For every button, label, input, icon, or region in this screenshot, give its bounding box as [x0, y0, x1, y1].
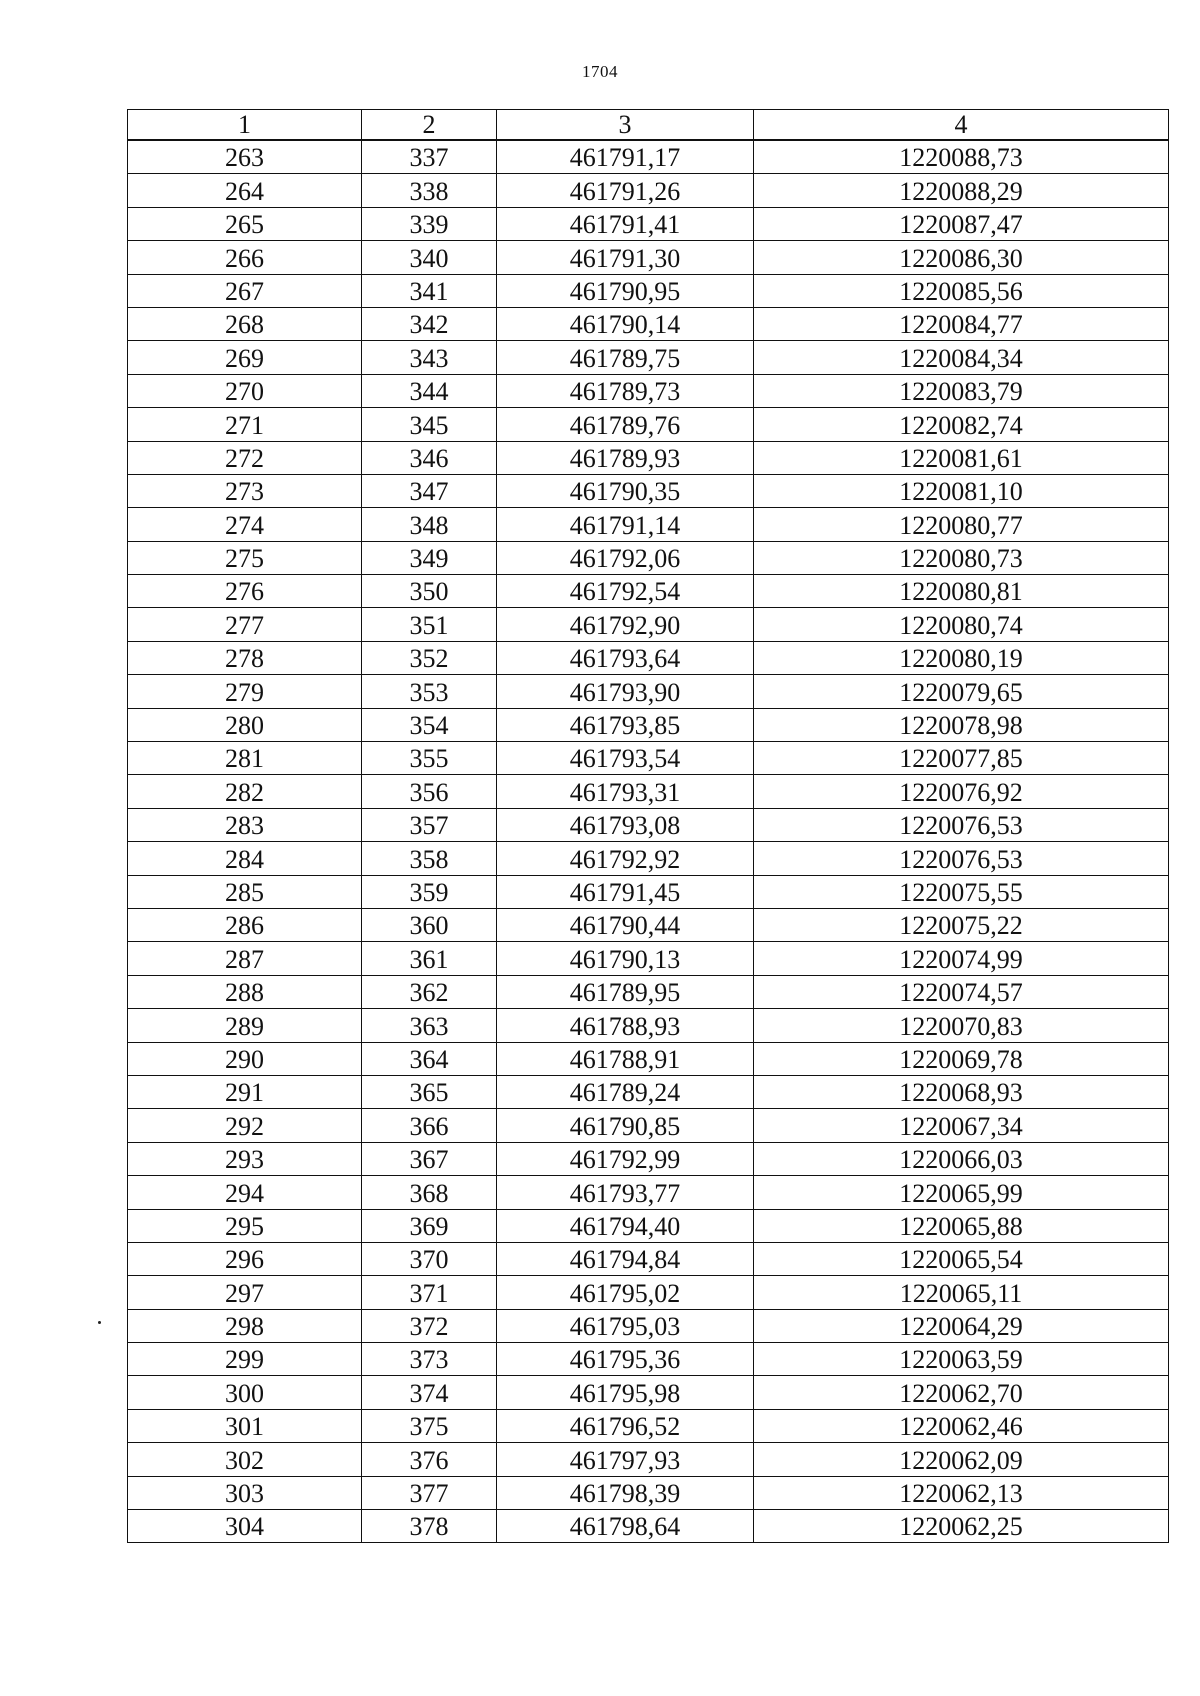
table-cell-col-3: 461796,52 [497, 1409, 754, 1442]
table-cell-col-3: 461791,45 [497, 875, 754, 908]
table-cell-col-2: 375 [362, 1409, 497, 1442]
table-cell-col-1: 274 [128, 508, 362, 541]
table-cell-col-1: 301 [128, 1409, 362, 1442]
table-cell-col-1: 300 [128, 1376, 362, 1409]
table-cell-col-2: 359 [362, 875, 497, 908]
scan-speck [98, 1321, 101, 1324]
table-cell-col-3: 461789,95 [497, 975, 754, 1008]
table-cell-col-4: 1220065,99 [754, 1176, 1169, 1209]
table-cell-col-2: 377 [362, 1476, 497, 1509]
table-cell-col-2: 367 [362, 1142, 497, 1175]
table-row [128, 408, 1169, 441]
table-cell-col-3: 461795,03 [497, 1309, 754, 1342]
table-cell-col-2: 354 [362, 708, 497, 741]
table-cell-col-4: 1220080,81 [754, 575, 1169, 608]
coordinates-table [127, 109, 1169, 1543]
table-cell-col-2: 378 [362, 1510, 497, 1543]
table-cell-col-3: 461790,14 [497, 307, 754, 340]
table-cell-col-2: 361 [362, 942, 497, 975]
table-cell-col-2: 369 [362, 1209, 497, 1242]
table-cell-col-1: 296 [128, 1242, 362, 1275]
table-cell-col-4: 1220065,88 [754, 1209, 1169, 1242]
table-row [128, 1276, 1169, 1309]
table-cell-col-3: 461798,39 [497, 1476, 754, 1509]
table-cell-col-1: 298 [128, 1309, 362, 1342]
table-cell-col-1: 278 [128, 641, 362, 674]
table-cell-col-4: 1220062,09 [754, 1443, 1169, 1476]
table-cell-col-4: 1220064,29 [754, 1309, 1169, 1342]
table-cell-col-2: 363 [362, 1009, 497, 1042]
table-cell-col-3: 461792,54 [497, 575, 754, 608]
table-cell-col-3: 461793,77 [497, 1176, 754, 1209]
table-cell-col-3: 461793,90 [497, 675, 754, 708]
table-cell-col-2: 376 [362, 1443, 497, 1476]
table-cell-col-4: 1220062,25 [754, 1510, 1169, 1543]
table-cell-col-3: 461789,73 [497, 374, 754, 407]
table-row [128, 374, 1169, 407]
table-cell-col-1: 297 [128, 1276, 362, 1309]
table-cell-col-1: 290 [128, 1042, 362, 1075]
table-cell-col-2: 338 [362, 174, 497, 207]
table-cell-col-3: 461789,76 [497, 408, 754, 441]
table-cell-col-1: 276 [128, 575, 362, 608]
table-row [128, 675, 1169, 708]
table-cell-col-3: 461795,36 [497, 1343, 754, 1376]
table-cell-col-4: 1220066,03 [754, 1142, 1169, 1175]
table-cell-col-2: 350 [362, 575, 497, 608]
table-cell-col-1: 266 [128, 241, 362, 274]
table-cell-col-3: 461792,92 [497, 842, 754, 875]
table-row [128, 942, 1169, 975]
table-cell-col-4: 1220074,99 [754, 942, 1169, 975]
table-cell-col-2: 370 [362, 1242, 497, 1275]
table-row [128, 808, 1169, 841]
table-cell-col-4: 1220085,56 [754, 274, 1169, 307]
table-cell-col-4: 1220078,98 [754, 708, 1169, 741]
table-cell-col-3: 461793,85 [497, 708, 754, 741]
table-cell-col-2: 372 [362, 1309, 497, 1342]
table-cell-col-3: 461797,93 [497, 1443, 754, 1476]
table-cell-col-3: 461794,84 [497, 1242, 754, 1275]
table-cell-col-4: 1220079,65 [754, 675, 1169, 708]
table-row [128, 1409, 1169, 1442]
table-cell-col-2: 341 [362, 274, 497, 307]
table-row [128, 1309, 1169, 1342]
table-row [128, 908, 1169, 941]
table-cell-col-2: 358 [362, 842, 497, 875]
table-row [128, 875, 1169, 908]
table-cell-col-2: 364 [362, 1042, 497, 1075]
table-body [128, 140, 1169, 1543]
table-cell-col-4: 1220062,70 [754, 1376, 1169, 1409]
table-cell-col-1: 267 [128, 274, 362, 307]
table-cell-col-4: 1220086,30 [754, 241, 1169, 274]
table-cell-col-3: 461790,13 [497, 942, 754, 975]
table-cell-col-1: 302 [128, 1443, 362, 1476]
table-cell-col-3: 461790,85 [497, 1109, 754, 1142]
table-row [128, 341, 1169, 374]
table-cell-col-3: 461789,24 [497, 1075, 754, 1108]
table-cell-col-2: 356 [362, 775, 497, 808]
table-row [128, 1443, 1169, 1476]
table-cell-col-4: 1220075,22 [754, 908, 1169, 941]
table-cell-col-4: 1220065,11 [754, 1276, 1169, 1309]
table-cell-col-4: 1220070,83 [754, 1009, 1169, 1042]
table-cell-col-1: 292 [128, 1109, 362, 1142]
table-cell-col-2: 347 [362, 474, 497, 507]
table-cell-col-2: 360 [362, 908, 497, 941]
table-cell-col-1: 270 [128, 374, 362, 407]
table-cell-col-1: 303 [128, 1476, 362, 1509]
table-cell-col-1: 271 [128, 408, 362, 441]
table-cell-col-2: 345 [362, 408, 497, 441]
table-cell-col-3: 461793,08 [497, 808, 754, 841]
table-row [128, 1343, 1169, 1376]
table-cell-col-3: 461793,64 [497, 641, 754, 674]
table-cell-col-2: 366 [362, 1109, 497, 1142]
table-cell-col-4: 1220074,57 [754, 975, 1169, 1008]
table-cell-col-3: 461791,17 [497, 140, 754, 174]
table-row [128, 541, 1169, 574]
table-cell-col-1: 287 [128, 942, 362, 975]
table-cell-col-2: 374 [362, 1376, 497, 1409]
table-cell-col-2: 344 [362, 374, 497, 407]
table-row [128, 1510, 1169, 1543]
table-cell-col-1: 277 [128, 608, 362, 641]
table-row [128, 274, 1169, 307]
table-cell-col-3: 461795,02 [497, 1276, 754, 1309]
table-cell-col-4: 1220076,92 [754, 775, 1169, 808]
table-cell-col-1: 283 [128, 808, 362, 841]
table-cell-col-2: 351 [362, 608, 497, 641]
table-cell-col-4: 1220082,74 [754, 408, 1169, 441]
table-row [128, 1209, 1169, 1242]
table-cell-col-4: 1220088,29 [754, 174, 1169, 207]
table-cell-col-4: 1220084,34 [754, 341, 1169, 374]
table-cell-col-1: 285 [128, 875, 362, 908]
table-cell-col-1: 289 [128, 1009, 362, 1042]
table-cell-col-3: 461788,91 [497, 1042, 754, 1075]
column-header-2: 2 [362, 110, 497, 141]
table-cell-col-2: 368 [362, 1176, 497, 1209]
column-header-4: 4 [754, 110, 1169, 141]
table-cell-col-1: 265 [128, 207, 362, 240]
table-cell-col-2: 352 [362, 641, 497, 674]
table-cell-col-4: 1220088,73 [754, 140, 1169, 174]
table-row [128, 775, 1169, 808]
table-row [128, 508, 1169, 541]
table-row [128, 140, 1169, 174]
table-cell-col-4: 1220080,19 [754, 641, 1169, 674]
table-cell-col-2: 339 [362, 207, 497, 240]
table-cell-col-4: 1220081,10 [754, 474, 1169, 507]
table-cell-col-4: 1220087,47 [754, 207, 1169, 240]
table-row [128, 842, 1169, 875]
table-cell-col-3: 461789,93 [497, 441, 754, 474]
table-row [128, 207, 1169, 240]
table-cell-col-4: 1220063,59 [754, 1343, 1169, 1376]
table-cell-col-2: 340 [362, 241, 497, 274]
table-row [128, 1142, 1169, 1175]
table-cell-col-1: 273 [128, 474, 362, 507]
table-cell-col-2: 337 [362, 140, 497, 174]
table-cell-col-3: 461791,26 [497, 174, 754, 207]
table-cell-col-3: 461795,98 [497, 1376, 754, 1409]
table-cell-col-2: 348 [362, 508, 497, 541]
table-row [128, 174, 1169, 207]
table-cell-col-3: 461790,95 [497, 274, 754, 307]
table-cell-col-4: 1220077,85 [754, 742, 1169, 775]
table-cell-col-3: 461792,90 [497, 608, 754, 641]
table-row [128, 241, 1169, 274]
table-cell-col-1: 280 [128, 708, 362, 741]
table-row [128, 307, 1169, 340]
table-row [128, 1109, 1169, 1142]
table-cell-col-1: 281 [128, 742, 362, 775]
table-cell-col-1: 263 [128, 140, 362, 174]
table-row [128, 608, 1169, 641]
table-cell-col-4: 1220075,55 [754, 875, 1169, 908]
table-cell-col-4: 1220081,61 [754, 441, 1169, 474]
table-row [128, 1242, 1169, 1275]
table-row [128, 1176, 1169, 1209]
table-cell-col-4: 1220084,77 [754, 307, 1169, 340]
table-cell-col-3: 461793,54 [497, 742, 754, 775]
column-header-3: 3 [497, 110, 754, 141]
table-row [128, 1376, 1169, 1409]
table-cell-col-1: 275 [128, 541, 362, 574]
table-cell-col-4: 1220069,78 [754, 1042, 1169, 1075]
table-row [128, 1075, 1169, 1108]
table-cell-col-2: 342 [362, 307, 497, 340]
table-cell-col-3: 461793,31 [497, 775, 754, 808]
table-row [128, 575, 1169, 608]
table-row [128, 474, 1169, 507]
table-cell-col-3: 461790,35 [497, 474, 754, 507]
table-cell-col-4: 1220076,53 [754, 808, 1169, 841]
table-cell-col-1: 264 [128, 174, 362, 207]
table-row [128, 742, 1169, 775]
table-cell-col-2: 343 [362, 341, 497, 374]
table-cell-col-3: 461791,30 [497, 241, 754, 274]
table-cell-col-2: 346 [362, 441, 497, 474]
table-row [128, 1042, 1169, 1075]
table-cell-col-2: 362 [362, 975, 497, 1008]
column-header-1: 1 [128, 110, 362, 141]
table-cell-col-4: 1220076,53 [754, 842, 1169, 875]
table-cell-col-2: 373 [362, 1343, 497, 1376]
table-cell-col-4: 1220067,34 [754, 1109, 1169, 1142]
table-cell-col-1: 284 [128, 842, 362, 875]
table-cell-col-4: 1220080,73 [754, 541, 1169, 574]
table-cell-col-3: 461792,06 [497, 541, 754, 574]
table-cell-col-1: 288 [128, 975, 362, 1008]
table-row [128, 708, 1169, 741]
table-row [128, 1476, 1169, 1509]
table-row [128, 641, 1169, 674]
table-cell-col-3: 461788,93 [497, 1009, 754, 1042]
table-cell-col-1: 295 [128, 1209, 362, 1242]
table-cell-col-2: 357 [362, 808, 497, 841]
table-cell-col-4: 1220083,79 [754, 374, 1169, 407]
table-cell-col-3: 461798,64 [497, 1510, 754, 1543]
table-cell-col-1: 304 [128, 1510, 362, 1543]
table-cell-col-1: 269 [128, 341, 362, 374]
table-cell-col-2: 365 [362, 1075, 497, 1108]
table-cell-col-3: 461791,14 [497, 508, 754, 541]
table-cell-col-4: 1220080,74 [754, 608, 1169, 641]
table-cell-col-4: 1220068,93 [754, 1075, 1169, 1108]
table-cell-col-1: 282 [128, 775, 362, 808]
table-cell-col-2: 349 [362, 541, 497, 574]
table-cell-col-2: 353 [362, 675, 497, 708]
table-cell-col-2: 371 [362, 1276, 497, 1309]
table-cell-col-1: 268 [128, 307, 362, 340]
table-cell-col-1: 293 [128, 1142, 362, 1175]
table-cell-col-4: 1220062,46 [754, 1409, 1169, 1442]
table-cell-col-4: 1220065,54 [754, 1242, 1169, 1275]
table-row [128, 975, 1169, 1008]
table-cell-col-4: 1220080,77 [754, 508, 1169, 541]
table-cell-col-1: 291 [128, 1075, 362, 1108]
table-row [128, 1009, 1169, 1042]
table-cell-col-1: 286 [128, 908, 362, 941]
table-cell-col-4: 1220062,13 [754, 1476, 1169, 1509]
table-cell-col-1: 294 [128, 1176, 362, 1209]
table-cell-col-1: 279 [128, 675, 362, 708]
table-header-row [128, 110, 1169, 141]
table-cell-col-3: 461794,40 [497, 1209, 754, 1242]
table-cell-col-3: 461789,75 [497, 341, 754, 374]
table-cell-col-2: 355 [362, 742, 497, 775]
page-number: 1704 [582, 62, 618, 81]
table-cell-col-1: 272 [128, 441, 362, 474]
table-row [128, 441, 1169, 474]
table-cell-col-3: 461792,99 [497, 1142, 754, 1175]
table-cell-col-3: 461791,41 [497, 207, 754, 240]
table-cell-col-3: 461790,44 [497, 908, 754, 941]
table-cell-col-1: 299 [128, 1343, 362, 1376]
